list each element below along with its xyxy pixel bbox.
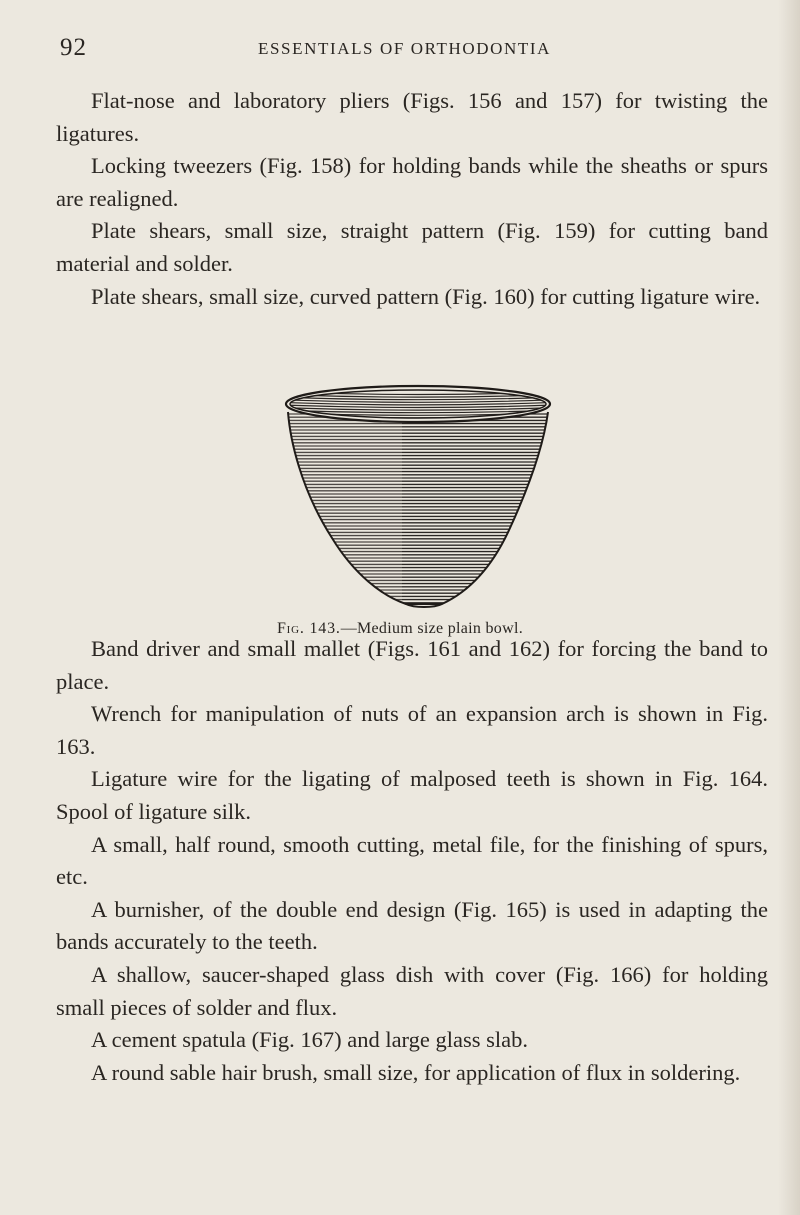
paragraph: A cement spatula (Fig. 167) and large glass slab.: [91, 1027, 528, 1053]
paragraph: A shallow, saucer-shaped glass dish with cover (Fig. 166) for holding small pieces of solder and flux.: [56, 961, 768, 1020]
bowl-illustration: [282, 378, 554, 610]
running-title: ESSENTIALS OF ORTHODONTIA: [258, 39, 552, 58]
paragraph: Locking tweezers (Fig. 158) for holding bands while the sheaths or spurs are realigned.: [56, 153, 768, 211]
page-edge-shadow: [778, 0, 800, 1215]
page-number: 92: [60, 34, 87, 61]
running-head: [60, 34, 760, 64]
paragraph: Plate shears, small size, curved pattern (Fig. 160) for cutting ligature wire.: [91, 283, 761, 309]
paragraph: Flat-nose and laboratory pliers (Figs. 156 and 157) for twisting the ligatures.: [56, 88, 768, 146]
paragraph: Band driver and small mallet (Figs. 161 and 162) for forcing the band to place.: [56, 636, 768, 694]
figure-caption-text: —Medium size plain bowl.: [340, 620, 523, 637]
figure-label: Fig. 143.: [276, 620, 341, 637]
paragraph: Plate shears, small size, straight pattern (Fig. 159) for cutting band material and solder.: [56, 218, 768, 276]
text-block-bottom: [56, 633, 768, 1089]
paragraph: A small, half round, smooth cutting, metal file, for the finishing of spurs, etc.: [56, 831, 768, 890]
paragraph: Wrench for manipulation of nuts of an expansion arch is shown in Fig. 163.: [56, 701, 768, 759]
text-block-top: [56, 85, 768, 313]
paragraph: Ligature wire for the ligating of malposed teeth is shown in Fig. 164. Spool of ligature silk.: [56, 766, 768, 824]
paragraph: A round sable hair brush, small size, for application of flux in soldering.: [91, 1059, 741, 1085]
paragraph: A burnisher, of the double end design (Fig. 165) is used in adapting the bands accurately to the teeth.: [56, 896, 768, 955]
